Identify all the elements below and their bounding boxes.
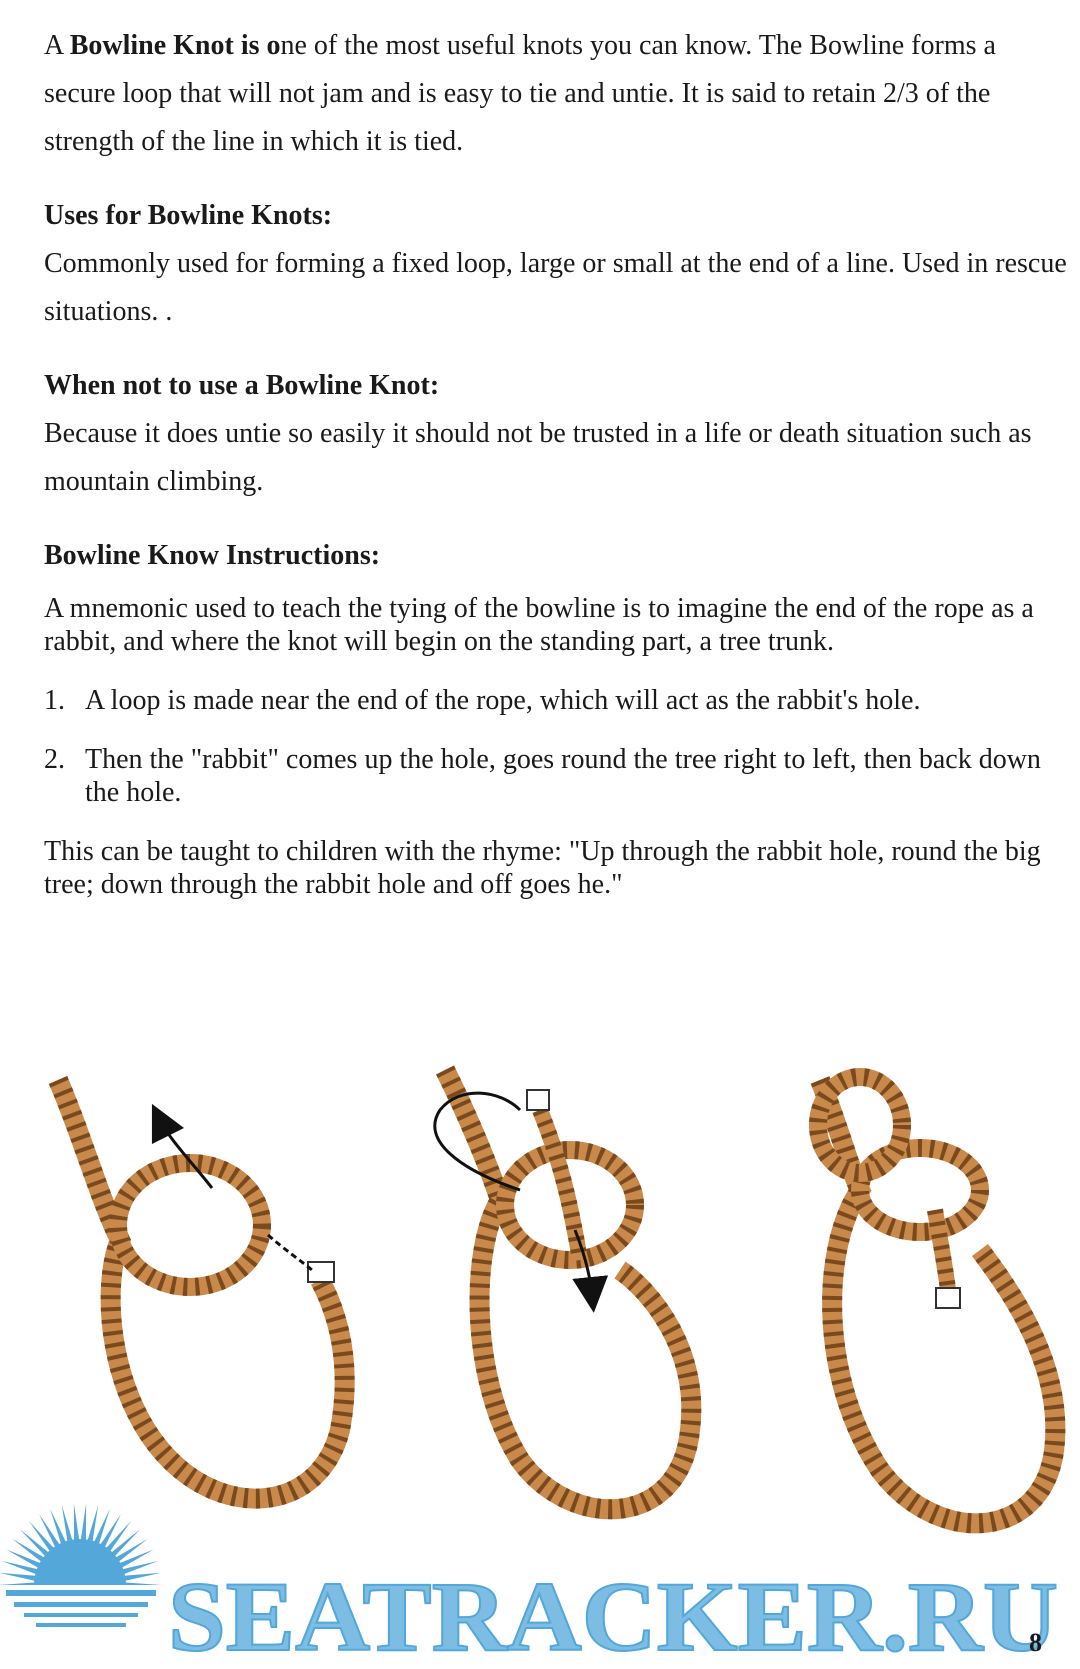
text-column bbox=[44, 22, 1074, 901]
step-item-2 bbox=[44, 743, 1074, 809]
uses-heading: Uses for Bowline Knots: bbox=[44, 200, 333, 231]
sun-ray bbox=[81, 1503, 86, 1541]
step-number: 1. bbox=[44, 685, 65, 716]
knot-step-2-figure bbox=[435, 1070, 692, 1509]
watermark bbox=[0, 1503, 1058, 1669]
step-number: 2. bbox=[44, 744, 65, 775]
when-not-heading: When not to use a Bowline Knot: bbox=[44, 370, 440, 401]
when-not-body: Because it does untie so easily it should not be trusted in a life or death situation such as mountain climbing. bbox=[44, 418, 1032, 497]
mnemonic-paragraph: A mnemonic used to teach the tying of the bowline is to imagine the end of the rope as a rabbit, and where the knot will begin on the standing part, a tree trunk. bbox=[44, 593, 1034, 657]
bowline-illustration bbox=[0, 1050, 1080, 1669]
knot-step-1-figure bbox=[58, 1080, 345, 1499]
sun-ray bbox=[6, 1549, 41, 1568]
sun-ray bbox=[0, 1573, 37, 1581]
step-item-1 bbox=[44, 684, 1074, 717]
intro-rest: ne of the most useful knots you can know. The Bowline forms a secure loop that will not jam and is easy to tie and untie. It is said to retain 2/3 of the strength of the line in which it is tied. bbox=[44, 30, 996, 157]
knot-step-3-figure bbox=[818, 1077, 1055, 1523]
step-text: Then the "rabbit" comes up the hole, goes round the tree right to left, then back down the hole. bbox=[85, 744, 1041, 808]
sun-ray bbox=[123, 1573, 161, 1581]
sun-ray bbox=[118, 1549, 153, 1568]
steps-list bbox=[44, 684, 1074, 809]
instructions-heading: Bowline Know Instructions: bbox=[44, 540, 381, 571]
step-text: A loop is made near the end of the rope, which will act as the rabbit's hole. bbox=[85, 685, 921, 716]
page-number: 8 bbox=[1029, 1628, 1042, 1657]
sun-ray bbox=[74, 1503, 79, 1541]
rhyme-paragraph: This can be taught to children with the rhyme: "Up through the rabbit hole, round the big tree; down through the rabbit hole and off goes he." bbox=[44, 836, 1041, 900]
uses-body: Commonly used for forming a fixed loop, large or small at the end of a line. Used in rescue situations. . bbox=[44, 248, 1067, 327]
intro-paragraph bbox=[44, 22, 1074, 166]
watermark-text: SEATRACKER.RU bbox=[168, 1561, 1058, 1669]
intro-lead: A bbox=[44, 30, 70, 61]
intro-bold: Bowline Knot is o bbox=[69, 30, 281, 61]
